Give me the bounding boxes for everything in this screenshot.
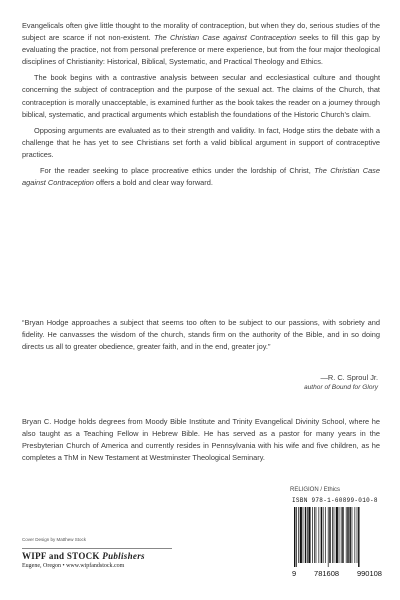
book-description <box>22 20 380 193</box>
publisher-block <box>22 548 202 569</box>
barcode-bar <box>321 507 322 563</box>
endorsement-attribution <box>178 373 378 393</box>
book-title-italic: The Christian Case against Contraception <box>153 33 297 43</box>
barcode-bar <box>334 507 335 563</box>
barcode-bar <box>325 507 326 563</box>
barcode-bar <box>296 507 297 567</box>
barcode-bar <box>329 507 330 563</box>
barcode-bar <box>352 507 353 563</box>
publisher-location-website: Eugene, Oregon • www.wipfandstock.com <box>22 563 125 569</box>
barcode-bar <box>349 507 350 563</box>
category-label: RELIGION / Ethics <box>290 487 341 493</box>
publisher-rule <box>22 548 172 549</box>
barcode-bar <box>339 507 340 563</box>
author-bio-text: Bryan C. Hodge holds degrees from Moody Bible Institute and Trinity Evangelical Divinity School, where he also taught as a Teaching Fellow in Hebrew Bible. He has served as a pastor for many years in the Presbyterian Church of America and currently resides in Pennsylvania with his wife and five children, as he completes a ThM in New Testament at Westminster Theological Seminary. <box>22 417 380 463</box>
barcode-bar <box>298 507 299 563</box>
endorsement-quote <box>22 317 380 353</box>
barcode-bar <box>341 507 342 563</box>
description-paragraph-3: Opposing arguments are evaluated as to their strength and validity. In fact, Hodge stirs the debate with a challenge that he has yet to see Christians set forth a valid biblical argument in support of contraceptive practices. <box>22 125 380 159</box>
description-paragraph-2: The book begins with a contrastive analysis between secular and ecclesiastical culture and thought concerning the subject of contraception and the purpose of the sexual act. The claims of the Church, that contraception is morally unacceptable, is examined further as the book takes the reader on a journey through biblical, systematic, and practical arguments which establish the foundations of the Historic Church's claim. <box>22 73 380 119</box>
barcode-digits <box>292 569 382 578</box>
author-bio <box>22 416 380 464</box>
endorser-name: —R. C. Sproul Jr. <box>320 373 378 382</box>
author-name: Bryan C. Hodge <box>22 417 76 426</box>
cover-design-credit: Cover Design by Matthew Stock <box>22 537 87 542</box>
isbn-label: ISBN 978-1-60899-010-8 <box>292 497 378 504</box>
barcode-digit-group: 9 <box>292 569 297 578</box>
description-paragraph-1: Evangelicals often give little thought to the morality of contraception, but when they do, serious studies of the subject are scarce if not non-existent. The Christian Case against Contraception seeks to fill this gap by evaluating the practice, not from personal preference or mere experience, but from the four major theological disciplines of Christianity: Historical, Biblical, Systematic, and Practical Theology and Ethics. <box>22 21 380 67</box>
barcode-digit-group: 781608 <box>314 569 340 578</box>
barcode-bar <box>358 507 359 567</box>
book-title-italic: The Christian Case against Contraception <box>22 166 380 188</box>
barcode-bar <box>294 507 295 567</box>
barcode-bar <box>318 507 319 563</box>
endorser-credit: author of Bound for Glory <box>303 384 378 391</box>
barcode-bar <box>347 507 348 563</box>
barcode-bar <box>336 507 338 563</box>
barcode-bar <box>305 507 306 563</box>
barcode-bar <box>357 507 358 563</box>
isbn-barcode-block <box>292 497 382 581</box>
barcode-bar <box>312 507 313 563</box>
barcode-bar <box>300 507 302 563</box>
barcode-bar <box>346 507 347 563</box>
barcode-bar <box>354 507 355 563</box>
endorsement-text: “Bryan Hodge approaches a subject that seems too often to be subject to our passions, with sobriety and fidelity. He canvasses the wisdom of the church, stands firm on the authority of the Bible, and in so doing directs us all to greater obedience, greater faith, and in the end, greater joy.” <box>22 318 380 352</box>
barcode-bar <box>332 507 333 563</box>
barcode-digit-group: 990108 <box>356 569 382 578</box>
barcode-bar <box>308 507 310 563</box>
barcode-bar <box>303 507 304 563</box>
description-paragraph-4: For the reader seeking to place procreative ethics under the lordship of Christ, The Christian Case against Contraception offers a bold and clear way forward. <box>22 166 380 188</box>
barcode-bar <box>328 507 329 567</box>
barcode-bar <box>316 507 317 563</box>
barcode-bar <box>342 507 343 563</box>
barcode-icon <box>292 507 382 567</box>
barcode-bar <box>314 507 315 563</box>
publisher-name: WIPF and STOCK Publishers <box>22 551 145 561</box>
barcode-bar <box>323 507 324 563</box>
barcode-bar <box>307 507 308 563</box>
